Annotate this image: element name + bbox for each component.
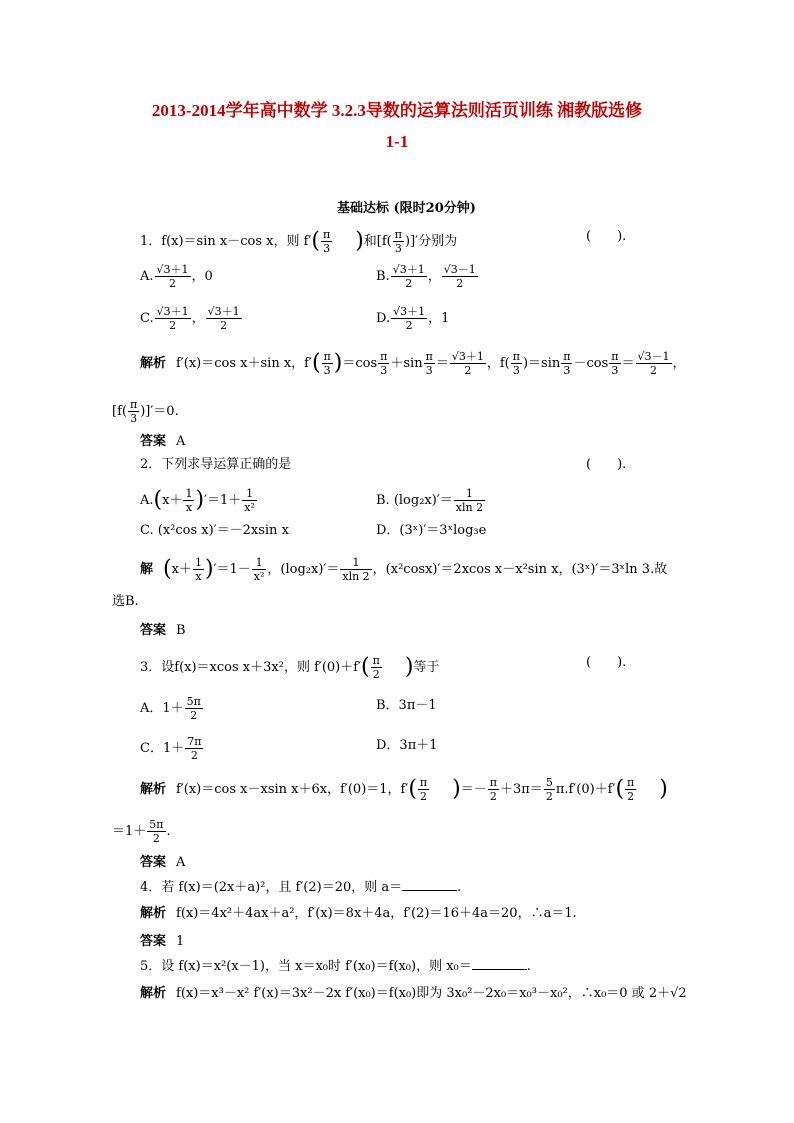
q2-sol-num3: 1 [340,556,371,570]
q2-sol-den2: x² [253,570,265,583]
q3-solution-label: 解析 [140,782,167,797]
q1-option-c-den1: 2 [169,319,177,332]
q1-option-c [140,305,243,332]
q4-solution-label: 解析 [140,906,167,921]
q1-option-d-den: 2 [405,319,413,332]
q1-option-c-den2: 2 [220,319,228,332]
q2-option-b-num: 1 [454,487,485,501]
q2-solution-line2: 选B. [112,594,139,609]
document-title-line1: 2013-2014学年高中数学 3.2.3导数的运算法则活页训练 湘教版选修 [151,101,643,120]
q3-sol-two3: 2 [627,790,635,803]
q2-option-a-den2: x² [244,501,255,514]
q1-option-d [376,305,449,332]
q1-sol-three3: 3 [425,364,433,377]
q1-sol2-three: 3 [130,412,138,425]
q1-option-c-sep: ， [191,311,205,326]
q1-stem-pi: π [322,228,331,241]
q1-sol-b: ＝cos [342,356,378,371]
q1-option-d-num: √3＋1 [393,305,426,318]
q1-option-d-post: ，1 [428,311,450,326]
q1-stem-three: 3 [323,242,331,255]
q3-sol-pi1: π [419,776,428,789]
q2-option-a-num: 1 [185,487,193,500]
q5-sol-text: f(x)＝x³－x² f′(x)＝3x²－2x f′(x₀)＝f(x₀)即为 3x₀²－2x₀＝x₀³－x₀²，∴x₀＝0 或 2＋√2 [176,986,687,1001]
q1-sol-den1: 2 [464,364,472,377]
q1-option-b-frac1 [391,263,427,290]
q1-solution-label: 解析 [140,356,167,371]
q1-sol-pi5: π [563,350,571,363]
q1-stem: 1．f(x)＝sin x－cos x，则 f′( $\frac{\pi}{3}$ )和[f( $\frac{\pi}{3}$ )]′分别为 [140,228,458,255]
q4-stem-end: . [457,880,462,895]
q3-option-b: B．3π－1 [376,698,437,713]
q1-option-a-num: √3＋1 [156,263,189,276]
q1-option-b-num1: √3＋1 [392,263,425,276]
q2-answer [140,622,186,640]
q1-option-b-num2: √3－1 [443,263,476,276]
q3-sol-d: π.f′(0)＋f′ [555,782,616,797]
q1-option-b-den1: 2 [405,277,413,290]
q3-solution-line2 [112,818,171,845]
q1-option-b [376,263,479,290]
q1-sol-den2: 2 [650,364,658,377]
q2-option-d: D．(3ˣ)′＝3ˣlog₃e [376,523,487,538]
q3-sol-den: 2 [545,790,553,803]
q2-option-a-num2: 1 [242,487,257,501]
q4-stem [140,878,461,897]
q1-option-c-pre: C. [140,311,154,326]
q5-stem [140,957,531,976]
q1-sol-pi4: π [512,350,520,363]
q1-solution-line2 [112,398,179,425]
q2-sol-num2: 1 [252,556,267,570]
q1-sol-three2: 3 [380,364,388,377]
q3-sol-two1: 2 [420,790,428,803]
q1-answer-label: 答案 [140,434,167,449]
q1-stem-text-b: 和[f( [363,234,392,249]
q1-sol2-pi: π [129,398,138,411]
q3-stem: 3．设f(x)＝xcos x＋3x²，则 f′(0)＋f′( $\frac{\pi}{2}$ )等于 [140,654,440,681]
q2-stem: 2．下列求导运算正确的是 [140,457,292,472]
q1-option-c-frac2 [206,305,242,332]
q1-stem-text-a: 1．f(x)＝sin x－cos x，则 f′ [140,234,312,249]
q1-answer [140,433,185,451]
q3-option-a-num: 5π [186,695,201,708]
q4-answer-label: 答案 [140,934,167,949]
q1-sol-num2: √3－1 [637,350,670,363]
q5-stem-end: . [526,959,531,974]
q2-option-b-pre: B. (log₂x)′＝ [376,493,453,508]
q3-sol-a: f′(x)＝cos x－xsin x＋6x，f′(0)＝1，f′ [176,782,409,797]
q1-sol-h: ＝ [621,356,635,371]
q1-option-b-den2: 2 [456,277,464,290]
q3-answer-value: A [176,855,186,870]
q1-sol-three5: 3 [563,364,571,377]
q4-stem-text: 4．若 f(x)＝(2x＋a)²，且 f′(2)＝20，则 a＝ [140,880,403,895]
q4-answer [140,933,184,951]
q3-paren: ( ). [586,655,627,670]
q1-sol-a: f′(x)＝cos x＋sin x，f′ [176,356,312,371]
q2-answer-label: 答案 [140,623,167,638]
q2-option-a-post: ′＝1＋ [204,493,242,508]
q3-option-c-pre: C．1＋ [140,741,185,756]
q2-option-a-pre: A. [140,493,154,508]
q3-solution: 解析 f′(x)＝cos x－xsin x＋6x，f′(0)＝1，f′( $\frac{\pi}{2}$ )＝－ $\frac{\pi}{2}$ ＋3π＝ $\frac{5}{2}$ π.f′(0)＋f′( $\frac{\pi}{2}$ ) [140,776,668,803]
q3-sol2-num: 5π [149,818,164,831]
q1-option-a-den: 2 [169,277,177,290]
q4-answer-blank [402,878,457,891]
q1-option-d-pre: D. [376,311,391,326]
q3-sol-two2: 2 [489,790,497,803]
q2-sol-d: ，(x²cosx)′＝2xcos x－x²sin x，(3ˣ)′＝3ˣln 3.故 [372,562,668,577]
q1-sol-pi3: π [425,350,433,363]
q1-option-b-sep: ， [427,269,441,284]
q2-sol-den3: xln 2 [342,570,370,583]
q1-sol-c: ＋sin [390,356,423,371]
q2-option-b [376,487,486,514]
q1-sol-pi1: π [323,350,331,363]
q3-sol-num: 5 [545,776,553,789]
q2-option-c: C. (x²cos x)′＝－2xsin x [140,523,289,538]
q3-sol-pi2: π [489,776,497,789]
q3-sol-c: ＋3π＝ [499,782,543,797]
q2-solution-label: 解 [140,562,154,577]
q1-stem-frac [321,228,332,255]
q1-sol-num1: √3＋1 [451,350,484,363]
q2-sol-c: ，(log₂x)′＝ [267,562,340,577]
q1-sol-three1: 3 [323,364,331,377]
q4-sol-text: f(x)＝4x²＋4ax＋a²，f′(x)＝8x＋4a，f′(2)＝16＋4a＝20，∴a＝1. [176,906,577,921]
q2-option-a-den: x [185,501,193,514]
q3-option-c [140,735,204,762]
q3-option-c-num: 7π [187,735,202,748]
q1-stem-three2: 3 [394,242,402,255]
q1-option-a-pre: A. [140,269,154,284]
q5-solution-label: 解析 [140,986,167,1001]
section-title: 基础达标 (限时20分钟) [337,201,476,216]
q2-option-a-mid: x＋ [162,493,183,508]
q1-sol-three4: 3 [512,364,520,377]
q1-option-b-pre: B. [376,269,390,284]
q5-stem-text: 5．设 f(x)＝x²(x－1)，当 x＝x₀时 f′(x₀)＝f(x₀)，则 x₀＝ [140,959,472,974]
q1-answer-value: A [176,434,186,449]
q1-sol-three6: 3 [611,364,619,377]
q2-sol-a: x＋ [171,562,192,577]
q1-option-a-frac [155,263,191,290]
q3-option-a-den: 2 [190,709,198,722]
q1-option-b-frac2 [442,263,478,290]
q4-solution [140,905,577,923]
q1-option-a-post: ，0 [191,269,213,284]
q3-option-a-pre: A．1＋ [140,701,184,716]
q1-sol-i: ， [672,356,686,371]
q1-option-d-frac [391,305,427,332]
q2-option-a: A.(x＋ $\frac{1}{x}$ )′＝1＋ $\frac{1}{\text{x²}}$ [140,487,255,514]
q3-sol2-b: . [166,824,171,839]
q1-option-c-num2: √3＋1 [207,305,240,318]
q3-answer-label: 答案 [140,855,167,870]
q1-sol-f: )＝sin [522,356,561,371]
q1-sol-g: －cos [573,356,609,371]
q2-solution: 解 (x＋ $\frac{1}{x}$ )′＝1－ $\frac{1}{\text{x²}}$ ，(log₂x)′＝ $\frac{1}{xln 2}$ ，(x²cosx)′＝2xcos x－x²sin x，(3ˣ)′＝3ˣln 3.故 [140,556,668,583]
q3-option-c-den: 2 [190,749,198,762]
q3-stem-a: 3．设f(x)＝xcos x＋3x²，则 f′(0)＋f′ [140,660,362,675]
q1-stem-frac2 [393,228,404,255]
q2-sol-b: ′＝1－ [213,562,251,577]
q1-sol-e: ，f( [486,356,510,371]
q3-answer [140,854,185,872]
q1-paren: ( ). [586,229,627,244]
q2-option-b-den: xln 2 [455,501,484,514]
q1-option-c-num1: √3＋1 [156,305,189,318]
q5-solution [140,985,687,1003]
q5-answer-blank [472,957,527,970]
q3-sol-pi3: π [627,776,635,789]
q3-sol2-a: ＝1＋ [112,824,147,839]
q1-sol-pi2: π [380,350,388,363]
document-title-line2: 1-1 [385,132,409,151]
q1-option-c-frac1 [155,305,191,332]
q2-paren: ( ). [586,457,627,472]
q1-solution: 解析 f′(x)＝cos x＋sin x，f′( $\frac{\pi}{3}$ )＝cos $\frac{\pi}{3}$ ＋sin $\frac{\pi}{3}$ ＝ $\frac{√3+1}{2}$ ，f( $\frac{\pi}{3}$ )＝sin $\frac{\pi}{3}$ －cos $\frac{\pi}{3}$ ＝ $\frac{√3-1}{2}$ ， [140,350,686,377]
q3-sol2-den: 2 [152,832,160,845]
q2-answer-value: B [176,623,186,638]
q1-stem-pi2: π [394,228,402,241]
q2-sol-den: x [195,570,202,583]
q1-sol-d: ＝ [435,356,449,371]
q1-option-a [140,263,213,290]
q1-sol-pi6: π [611,350,619,363]
q3-stem-b: 等于 [413,660,440,675]
q1-sol2-a: [f( [112,404,127,419]
q1-sol2-b: )]′＝0. [140,404,179,419]
q2-sol-num: 1 [194,556,202,569]
q3-stem-pi: π [372,654,380,667]
q4-answer-value: 1 [176,934,185,949]
q3-option-d: D．3π＋1 [376,738,438,753]
q3-stem-two: 2 [372,668,380,681]
q3-sol-b: ＝－ [460,782,487,797]
q1-stem-text-c: )]′分别为 [405,234,458,249]
q3-option-a [140,695,204,722]
